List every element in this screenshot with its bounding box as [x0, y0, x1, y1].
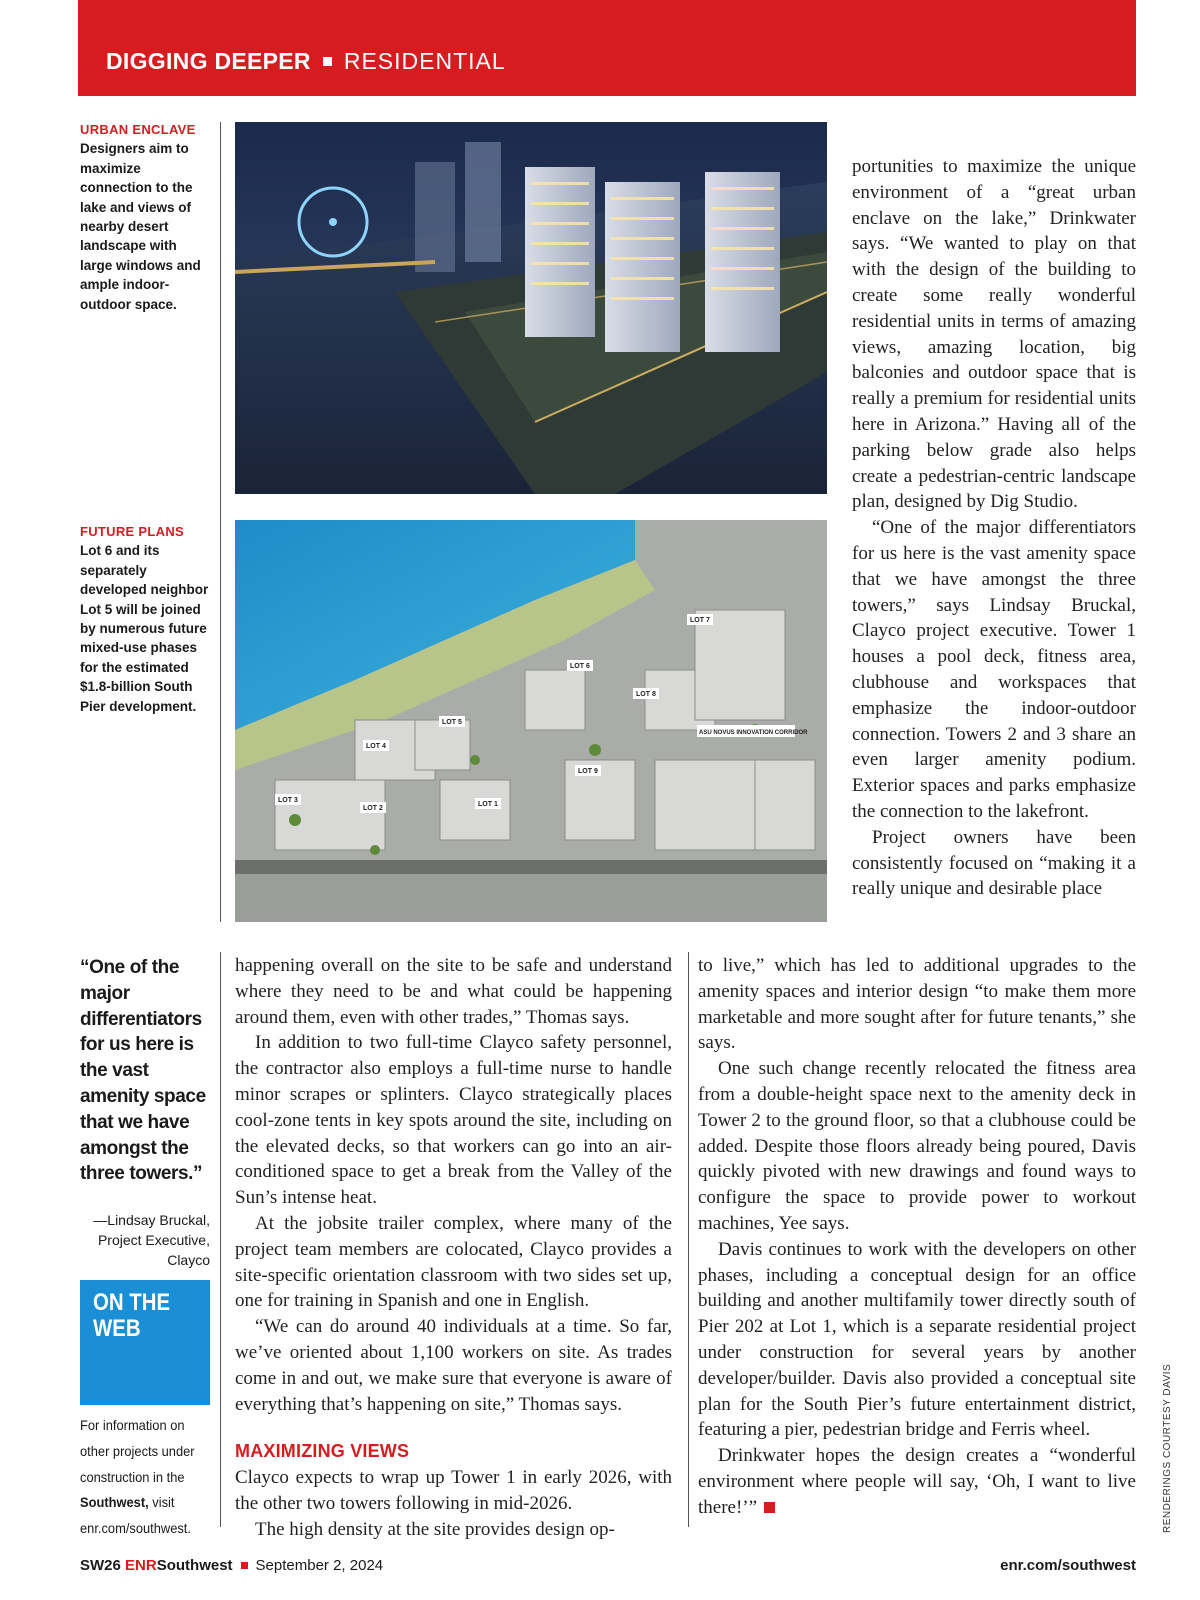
section-topic: RESIDENTIAL — [343, 48, 506, 74]
site-label-lot-8: LOT 8 — [636, 691, 656, 698]
column-rule — [220, 122, 221, 922]
square-bullet-icon — [241, 1562, 248, 1569]
body-paragraph: happening overall on the site to be safe and understand where they need to be and what could be happening around them, even with other trades,” Thomas says. — [235, 955, 672, 1028]
body-paragraph — [698, 1443, 1136, 1520]
pull-quote: “One of the major differentiators for us here is the vast amenity space that we have amongst the three towers.” — [80, 957, 206, 1185]
site-label-lot-9: LOT 9 — [578, 768, 598, 775]
web-info-region: Southwest, — [80, 1494, 149, 1511]
closing-paragraph-text: Drinkwater hopes the design creates a “wonderful environment where people will say, ‘Oh, I want to live there!’” — [698, 1445, 1136, 1518]
caption-label: FUTURE PLANS — [80, 524, 184, 539]
subhead-maximizing-views: MAXIMIZING VIEWS — [235, 1441, 410, 1462]
section-kicker — [106, 48, 506, 75]
site-label-lot-1: LOT 1 — [478, 801, 498, 808]
site-label-lot-2: LOT 2 — [363, 805, 383, 812]
body-paragraph: One such change recently relocated the fitness area from a double-height space next to the amenity deck in Tower 2 to the ground floor, so that a clubhouse could be added. Despite those floors already being poured, Davis quickly pivoted with new drawings and found ways to configure the space to provide power to workout machines, Yee says. — [698, 1058, 1136, 1234]
web-info-prefix: For information on other projects under construction in the — [80, 1417, 195, 1485]
body-paragraph: In addition to two full-time Clayco safety personnel, the contractor also employs a full-time nurse to handle minor scrapes or splinters. Clayco strategically places cool-zone tents in key spots around the site, including on the elevated decks, so that workers can go into an air-conditioned space to get a break from the Valley of the Sun’s intense heat. — [235, 1032, 672, 1209]
body-paragraph: “We can do around 40 individuals at a time. So far, we’ve oriented about 1,100 workers on site. As trades come in and out, we make sure that everyone is aware of everything that’s happening on site,” Thomas says. — [235, 1316, 672, 1415]
site-label-lot-5: LOT 5 — [442, 719, 462, 726]
article-column-b — [698, 953, 1136, 1521]
section-header-bar — [78, 0, 1136, 96]
footer-date: September 2, 2024 — [255, 1557, 384, 1574]
footer-url[interactable]: enr.com/southwest — [1000, 1557, 1136, 1574]
caption-future-plans — [80, 522, 212, 716]
site-label-lot-7: LOT 7 — [690, 617, 710, 624]
column-rule — [688, 952, 689, 1527]
caption-text: Lot 6 and its separately developed neighbor Lot 5 will be joined by numerous future mixed-use phases for the estimated $1.8-billion South Pier development. — [80, 543, 209, 714]
on-the-web-box — [80, 1280, 210, 1405]
end-mark-icon — [764, 1502, 775, 1513]
caption-label: URBAN ENCLAVE — [80, 122, 196, 137]
body-paragraph: Davis continues to work with the developers on other phases, including a conceptual design for an office building and another multifamily tower directly south of Pier 202 at Lot 1, which is a separate residential project under construction for several years by another developer/builder. Davis also provided a conceptual site plan for the South Pier’s future entertainment district, featuring a pier, pedestrian bridge and Ferris wheel. — [698, 1238, 1136, 1441]
footer-page-number: SW26 — [80, 1557, 121, 1574]
site-label-lot-3: LOT 3 — [278, 797, 298, 804]
footer-brand: ENR — [125, 1557, 157, 1574]
site-label-lot-4: LOT 4 — [366, 743, 386, 750]
on-the-web-info — [80, 1413, 201, 1542]
body-paragraph: Project owners have been consistently focused on “making it a really unique and desirable place — [852, 826, 1136, 900]
column-rule — [220, 952, 221, 1527]
pull-quote-attribution: —Lindsay Bruckal, Project Executive, Clayco — [93, 1212, 210, 1268]
body-paragraph: portunities to maximize the unique environment of a “great urban enclave on the lake,” Drinkwater says. “We wanted to play on that with the design of the building to create some really wonderful residential units in terms of amazing views, amazing location, big balconies and outdoor space that is really a premium for residential units here in Arizona.” Having all of the parking below grade also helps create a pedestrian-centric landscape plan, designed by Dig Studio. — [852, 156, 1136, 513]
rendering-lakefront-towers — [235, 122, 827, 494]
site-label-lot-6: LOT 6 — [570, 663, 590, 670]
on-the-web-title: ON THE WEB — [93, 1289, 171, 1342]
photo-credit: RENDERINGS COURTESY DAVIS — [1162, 1363, 1173, 1533]
caption-urban-enclave — [80, 120, 212, 314]
body-paragraph: The high density at the site provides design op- — [255, 1518, 615, 1540]
footer-edition: Southwest — [156, 1557, 233, 1574]
article-column-right-upper — [852, 154, 1136, 902]
section-name: DIGGING DEEPER — [106, 48, 311, 74]
caption-text: Designers aim to maximize connection to the lake and views of nearby desert landscape with large windows and ample indoor-outdoor space. — [80, 141, 201, 312]
body-paragraph: Clayco expects to wrap up Tower 1 in early 2026, with the other two towers following in mid-2026. — [235, 1467, 672, 1514]
rendering-site-plan — [235, 520, 827, 922]
body-paragraph: At the jobsite trailer complex, where many of the project team members are colocated, Clayco provides a site-specific orientation classroom with two sides set up, one for training in Spanish and one in English. — [235, 1212, 672, 1312]
body-paragraph: to live,” which has led to additional upgrades to the amenity spaces and interior design “to make them more marketable and more sought after for future tenants,” she says. — [698, 955, 1136, 1054]
article-column-a — [235, 953, 672, 1543]
footer-left — [80, 1557, 383, 1574]
body-paragraph: “One of the major differentiators for us here is the vast amenity space that we have amongst the three towers,” says Lindsay Bruckal, Clayco project executive. Tower 1 houses a pool deck, fitness area, clubhouse and workspaces that emphasize the indoor-outdoor connection. Towers 2 and 3 share an even larger amenity podium. Exterior spaces and parks emphasize the connection to the lakefront. — [852, 517, 1136, 822]
web-info-link[interactable]: visit enr.com/southwest. — [80, 1494, 191, 1537]
square-bullet-icon — [323, 57, 332, 66]
site-label-asu-novus: ASU NOVUS INNOVATION CORRIDOR — [699, 730, 808, 736]
